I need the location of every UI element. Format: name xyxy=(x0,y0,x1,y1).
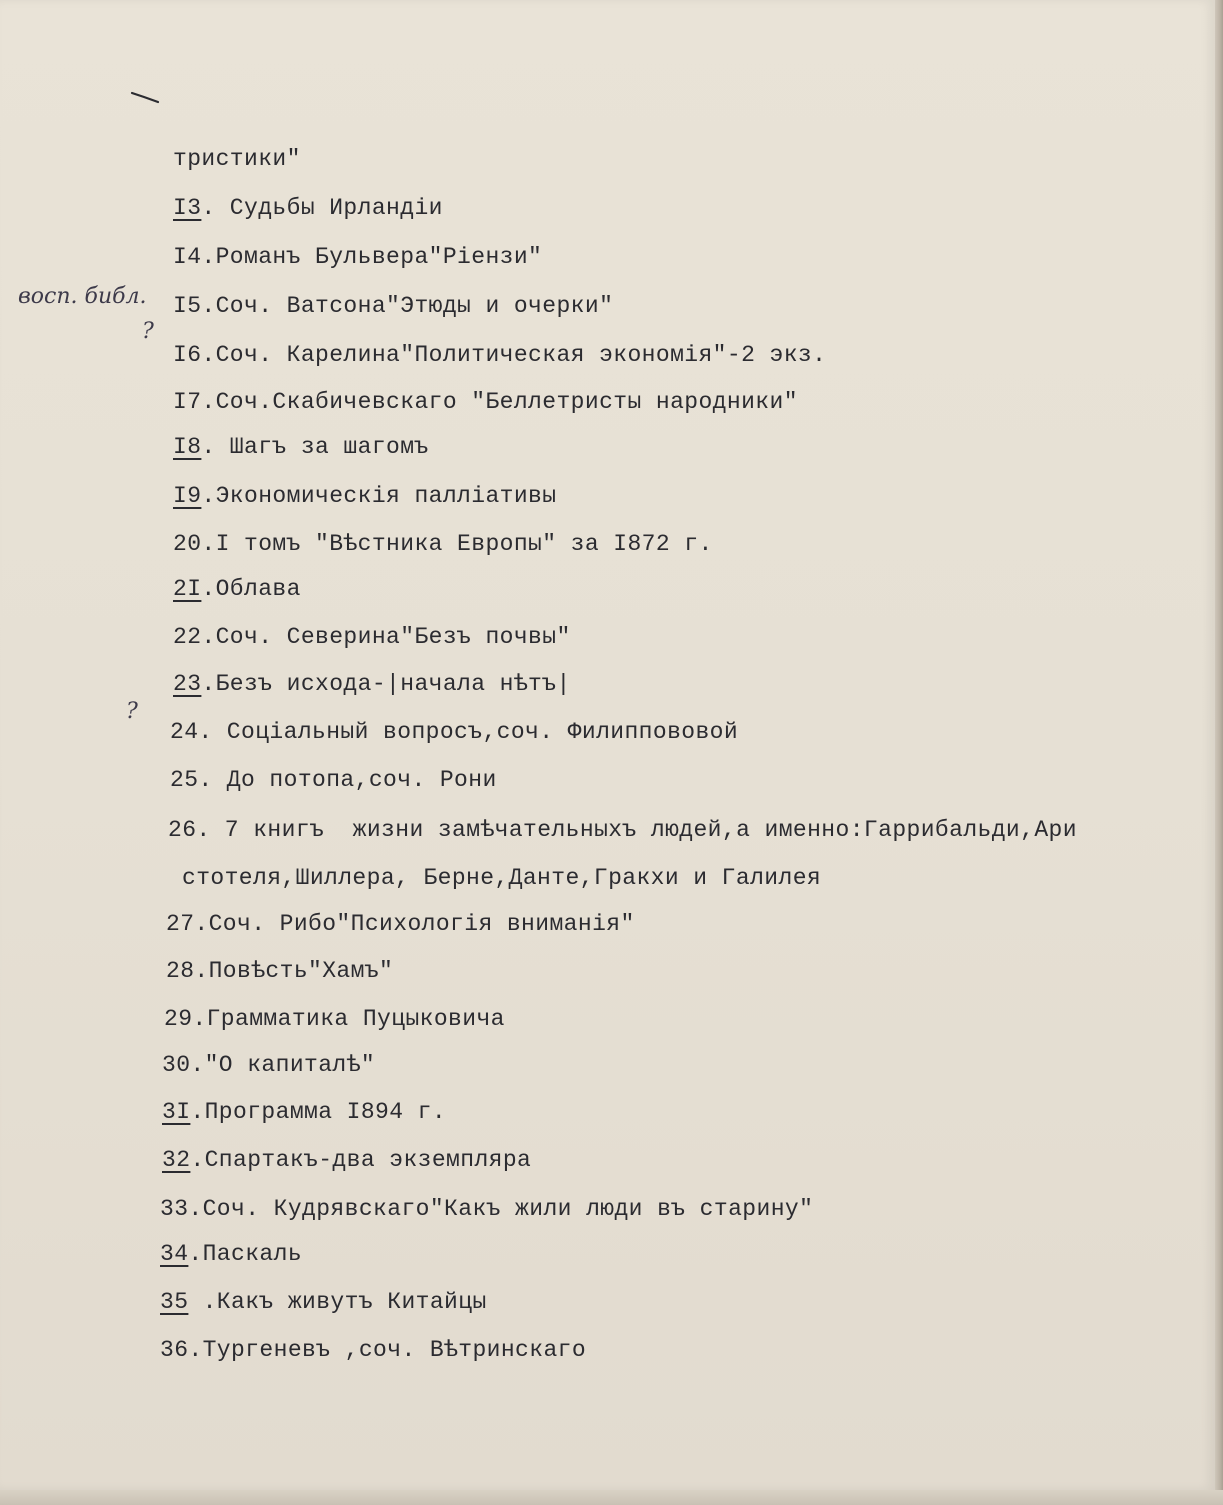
list-item xyxy=(162,1050,375,1080)
item-text: .Спартакъ-два экземпляра xyxy=(190,1147,532,1173)
item-number: 2I xyxy=(173,576,202,602)
list-item xyxy=(173,193,443,223)
list-item xyxy=(173,669,571,699)
item-number: 32 xyxy=(162,1147,191,1173)
list-item xyxy=(162,1097,446,1127)
list-item xyxy=(182,863,821,893)
list-item xyxy=(166,909,635,939)
list-item xyxy=(162,1145,531,1175)
item-number: 28 xyxy=(166,958,195,984)
pencil-mark-icon xyxy=(130,90,160,104)
list-item xyxy=(173,432,429,462)
item-number: 20 xyxy=(173,531,202,557)
item-number: 23 xyxy=(173,671,202,697)
list-item xyxy=(164,1004,505,1034)
list-item xyxy=(166,956,393,986)
item-text: . 7 книгъ жизни замѣчательныхъ людей,а именно:Гаррибальди,Ари xyxy=(196,817,1077,843)
item-number: I4 xyxy=(173,244,202,270)
item-number: I8 xyxy=(173,434,202,460)
page-edge xyxy=(1215,0,1223,1505)
item-text: .Соч. Кудрявскаго"Какъ жили люди въ старину" xyxy=(188,1196,814,1222)
item-text: .Какъ живутъ Китайцы xyxy=(188,1289,487,1315)
item-text: .Соч. Рибо"Психологія вниманія" xyxy=(194,911,635,937)
item-number: 34 xyxy=(160,1241,189,1267)
item-text: . Судьбы Ирландіи xyxy=(201,195,443,221)
item-number: 25 xyxy=(170,767,199,793)
item-text: . До потопа,соч. Рони xyxy=(198,767,497,793)
item-number: I3 xyxy=(173,195,202,221)
list-item xyxy=(173,574,301,604)
page-bottom-edge xyxy=(0,1490,1223,1505)
margin-question-mark: ? xyxy=(126,699,138,724)
item-number: I5 xyxy=(173,293,202,319)
list-item xyxy=(170,765,497,795)
item-text: .Тургеневъ ,соч. Вѣтринскаго xyxy=(188,1337,587,1363)
list-item xyxy=(173,242,542,272)
list-item xyxy=(173,622,571,652)
list-item xyxy=(173,387,798,417)
item-number: 36 xyxy=(160,1337,189,1363)
item-number: 22 xyxy=(173,624,202,650)
item-number: 24 xyxy=(170,719,199,745)
item-text: .Программа I894 г. xyxy=(190,1099,447,1125)
item-number: I9 xyxy=(173,483,202,509)
item-number: 26 xyxy=(168,817,197,843)
item-text: ."О капиталѣ" xyxy=(190,1052,376,1078)
list-item xyxy=(160,1335,586,1365)
item-number: I6 xyxy=(173,342,202,368)
item-text: .Соч. Северина"Безъ почвы" xyxy=(201,624,571,650)
item-number: 30 xyxy=(162,1052,191,1078)
list-item xyxy=(160,1287,487,1317)
item-text: тристики" xyxy=(173,146,301,172)
item-text: . Соціальный вопросъ,соч. Филиппововой xyxy=(198,719,739,745)
item-text: .Облава xyxy=(201,576,301,602)
item-number: 35 xyxy=(160,1289,189,1315)
list-item xyxy=(170,717,738,747)
list-item xyxy=(168,815,1077,845)
item-number: 29 xyxy=(164,1006,193,1032)
margin-note: восп. библ. xyxy=(18,284,147,309)
list-item xyxy=(173,529,713,559)
item-text: .Романъ Бульвера"Ріензи" xyxy=(201,244,543,270)
item-text: .Соч.Скабичевскаго "Беллетристы народники" xyxy=(201,389,798,415)
list-item xyxy=(173,481,556,511)
list-item xyxy=(160,1239,302,1269)
item-number: I7 xyxy=(173,389,202,415)
item-text: .Грамматика Пуцыковича xyxy=(192,1006,505,1032)
item-text: .Безъ исхода-|начала нѣтъ| xyxy=(201,671,571,697)
item-text: .I томъ "Вѣстника Европы" за I872 г. xyxy=(201,531,713,557)
item-text: .Соч. Карелина"Политическая экономія"-2 экз. xyxy=(201,342,827,368)
margin-question-mark: ? xyxy=(142,319,154,344)
item-text: стотеля,Шиллера, Берне,Данте,Гракхи и Галилея xyxy=(182,865,822,891)
item-text: .Повѣсть"Хамъ" xyxy=(194,958,394,984)
item-number: 3I xyxy=(162,1099,191,1125)
item-text: .Экономическія палліативы xyxy=(201,483,557,509)
item-text: . Шагъ за шагомъ xyxy=(201,434,429,460)
list-item xyxy=(173,144,301,174)
list-item xyxy=(173,340,826,370)
item-number: 27 xyxy=(166,911,195,937)
list-item xyxy=(160,1194,813,1224)
item-number: 33 xyxy=(160,1196,189,1222)
list-item xyxy=(173,291,613,321)
item-text: .Паскаль xyxy=(188,1241,303,1267)
item-text: .Соч. Ватсона"Этюды и очерки" xyxy=(201,293,614,319)
